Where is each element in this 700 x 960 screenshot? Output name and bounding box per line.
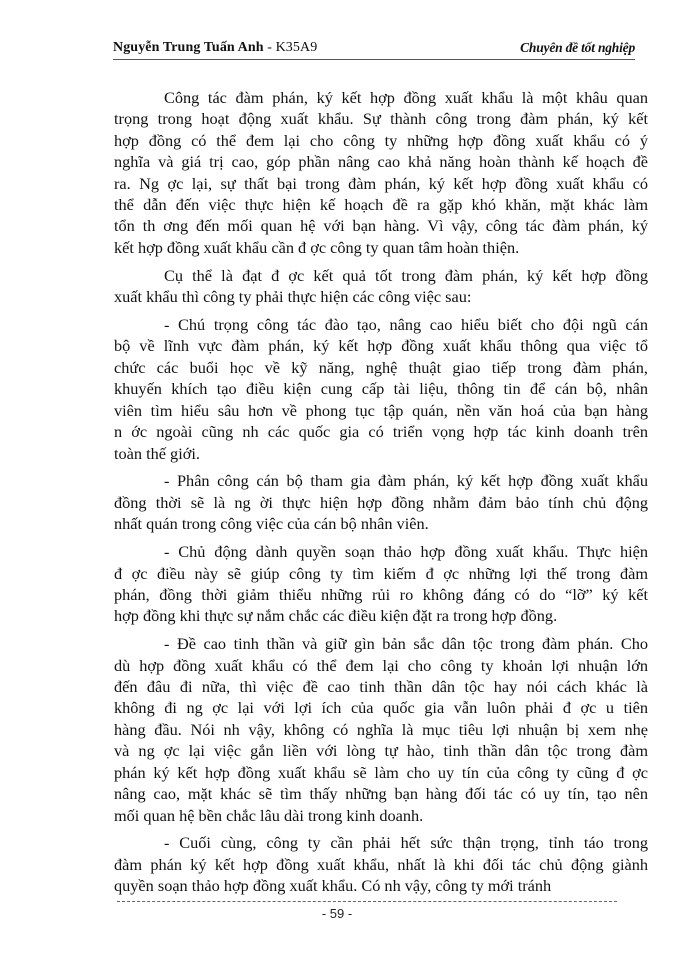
header-separator: -	[263, 40, 276, 55]
paragraph	[114, 265, 648, 308]
header-class-code: K35A9	[275, 40, 318, 55]
paragraph	[114, 541, 648, 627]
page-header	[113, 40, 635, 60]
text-line: Cụ thể là đạt đ ợc kết quả tốt trong đàm phán, ký kết hợp đồng	[164, 265, 648, 285]
paragraph	[114, 87, 648, 258]
text-line: quyền soạn thảo hợp đồng xuất khẩu. Có nh vậy, công ty mới tránh	[114, 876, 552, 896]
text-line: dù hợp đồng xuất khẩu có thể đem lại cho công ty khoản lợi nhuận lớn	[114, 655, 648, 675]
text-line: Công tác đàm phán, ký kết hợp đồng xuất khẩu là một khâu quan	[164, 88, 648, 107]
text-line: trọng trong hoạt động xuất khẩu. Sự thành công trong đàm phán, ký kết	[114, 109, 648, 129]
page-number: - 59 -	[321, 906, 353, 921]
text-line: hàng đầu. Nói nh vậy, không có nghĩa là mục tiêu lợi nhuận bị xem nhẹ	[114, 719, 648, 739]
text-line: khuyến khích tạo điều kiện cung cấp tài liệu, thông tin để cán bộ, nhân	[114, 379, 648, 399]
header-document-type: Chuyên đề tốt nghiệp	[520, 40, 635, 55]
paragraph	[114, 633, 648, 826]
text-line: n ớc ngoài cũng nh các quốc gia có triển vọng hợp tác kinh doanh trên	[114, 422, 648, 442]
text-line: đ ợc điều này sẽ giúp công ty tìm kiếm đ ợc những lợi thế trong đàm	[114, 563, 648, 583]
text-line: xuất khẩu thì công ty phải thực hiện các công việc sau:	[114, 287, 472, 307]
text-line: - Phân công cán bộ tham gia đàm phán, ký kết hợp đồng xuất khẩu	[164, 471, 648, 491]
text-line: - Chủ động dành quyền soạn thảo hợp đồng xuất khẩu. Thực hiện	[164, 542, 648, 562]
footer-divider	[117, 901, 617, 902]
text-line: hợp đồng khi thực sự nắm chắc các điều kiện đặt ra trong hợp đồng.	[114, 606, 558, 626]
text-line: bộ về lĩnh vực đàm phán, ký kết hợp đồng xuất khẩu thông qua việc tổ	[114, 336, 648, 356]
text-line: nhất quán trong công việc của cán bộ nhân viên.	[114, 514, 429, 534]
text-line: đồng thời sẽ là ng ời thực hiện hợp đồng nhằm đảm bảo tính chủ động	[114, 492, 648, 512]
text-line: hợp đồng có thể đem lại cho công ty những hợp đồng xuất khẩu có ý	[114, 130, 648, 150]
text-line: toàn thế giới.	[114, 443, 200, 463]
text-line: ra. Ng ợc lại, sự thất bại trong đàm phán, ký kết hợp đồng xuất khẩu có	[114, 173, 648, 193]
text-line: - Đề cao tinh thần và giữ gìn bản sắc dân tộc trong đàm phán. Cho	[164, 634, 648, 654]
text-line: nâng cao, mặt khác sẽ tìm thấy những bạn hàng đối tác có uy tín, tạo nên	[114, 784, 648, 804]
header-author: Nguyễn Trung Tuấn Anh	[113, 40, 264, 55]
document-body	[114, 87, 648, 903]
text-line: - Cuối cùng, công ty cần phải hết sức thận trọng, tỉnh táo trong	[164, 833, 648, 853]
text-line: và ng ợc lại việc gắn liền với lòng tự hào, tinh thần dân tộc trong đàm	[114, 741, 648, 761]
text-line: tổn th ơng đến mối quan hệ với bạn hàng. Vì vậy, công tác đàm phán, ký	[114, 216, 648, 236]
text-line: viên tìm hiểu sâu hơn về phong tục tập quán, nền văn hoá của bạn hàng	[114, 400, 648, 420]
text-line: phán, đồng thời giảm thiểu những rủi ro không đáng có do “lỡ” ký kết	[114, 584, 648, 604]
text-line: kết hợp đồng xuất khẩu cần đ ợc công ty quan tâm hoàn thiện.	[114, 237, 520, 257]
text-line: phán ký kết hợp đồng xuất khẩu sẽ làm cho uy tín của công ty cũng đ ợc	[114, 762, 648, 782]
text-line: không đi ng ợc lại với lợi ích của quốc gia vẫn luôn phải đ ợc u tiên	[114, 698, 648, 718]
text-line: đàm phán ký kết hợp đồng xuất khẩu, nhất là khi đối tác chủ động giành	[114, 854, 648, 874]
text-line: - Chú trọng công tác đào tạo, nâng cao hiểu biết cho đội ngũ cán	[164, 315, 648, 335]
paragraph	[114, 832, 648, 896]
text-line: đến đâu đi nữa, thì việc đề cao tinh thần dân tộc hay nói cách khác là	[114, 677, 648, 697]
text-line: mối quan hệ bền chắc lâu dài trong kinh doanh.	[114, 805, 424, 825]
header-author-block	[113, 40, 317, 56]
text-line: thể dẫn đến việc thực hiện kế hoạch đề ra gặp khó khăn, mặt khác làm	[114, 195, 648, 215]
text-line: chức các buổi học về kỹ năng, nghệ thuật giao tiếp trong đàm phán,	[114, 357, 648, 377]
paragraph	[114, 314, 648, 464]
text-line: nghĩa và giá trị cao, góp phần nâng cao khả năng hoàn thành kế hoạch đề	[114, 152, 648, 172]
paragraph	[114, 470, 648, 534]
